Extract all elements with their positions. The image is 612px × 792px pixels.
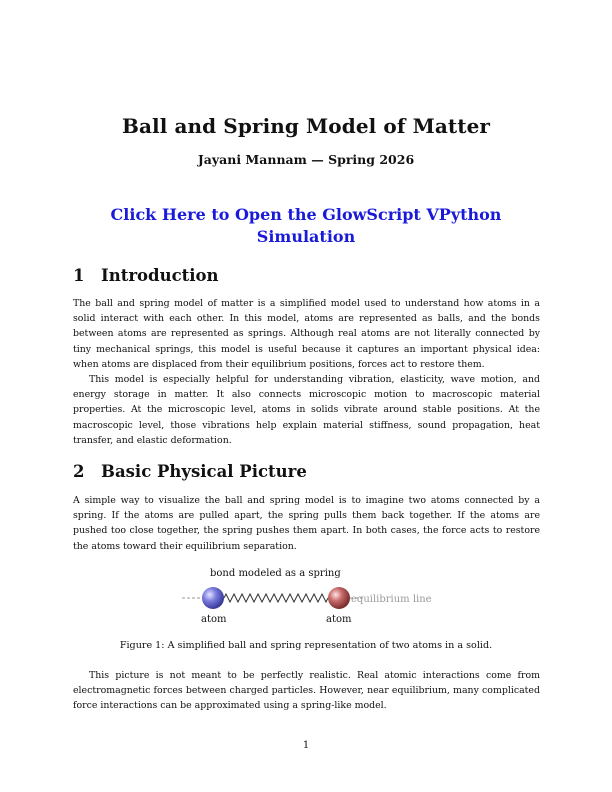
equilibrium-label: equilibrium line <box>351 594 432 605</box>
ball-spring-diagram <box>0 582 612 642</box>
paragraph: This model is especially helpful for understanding vibration, elasticity, wave motion, and energy storage in matter. It also connects microscopic motion to macroscopic material properties. At the microscopic level, atoms in solids vibrate around stable positions. At the macroscopic level, those vibrations help explain material stiffness, sound propagation, heat transfer, and elastic deformation. <box>73 374 540 446</box>
document-title: Ball and Spring Model of Matter <box>121 114 491 138</box>
page-number: 1 <box>302 740 310 751</box>
spring-label: bond modeled as a spring <box>210 568 341 579</box>
paragraph: A simple way to visualize the ball and spring model is to imagine two atoms connected by a spring. If the atoms are pulled apart, the spring pulls them back together. If the atoms are pushed too close together, the spring pushes them apart. In both cases, the force acts to restore the atoms toward their equilibrium separation. <box>73 495 540 552</box>
section-heading-introduction <box>73 266 219 285</box>
atom-right <box>328 587 350 609</box>
figure-caption: Figure 1: A simplified ball and spring representation of two atoms in a solid. <box>119 640 493 651</box>
section-heading-basic-physical-picture <box>73 462 307 481</box>
section-number: 1 <box>73 266 85 285</box>
section-title: Introduction <box>101 266 219 285</box>
atom-left <box>202 587 224 609</box>
atom-left-label: atom <box>201 614 227 625</box>
simulation-link[interactable]: Click Here to Open the GlowScript VPython Simulation <box>110 205 502 246</box>
figure-ball-spring <box>0 560 612 640</box>
author-line: Jayani Mannam — Spring 2026 <box>197 152 415 167</box>
paragraph: This picture is not meant to be perfectly realistic. Real atomic interactions come from electromagnetic forces between charged particles. However, near equilibrium, many complicated force interactions can be approximated using a spring-like model. <box>73 670 540 712</box>
section-number: 2 <box>73 462 85 481</box>
section-title: Basic Physical Picture <box>101 462 307 481</box>
atom-right-label: atom <box>326 614 352 625</box>
paragraph: The ball and spring model of matter is a simplified model used to understand how atoms in a solid interact with each other. In this model, atoms are represented as balls, and the bonds between atoms are represented as springs. Although real atoms are not literally connected by tiny mechanical springs, this model is useful because it captures an important physical idea: when atoms are displaced from their equilibrium positions, forces act to restore them. <box>73 298 540 370</box>
spring <box>224 594 328 602</box>
